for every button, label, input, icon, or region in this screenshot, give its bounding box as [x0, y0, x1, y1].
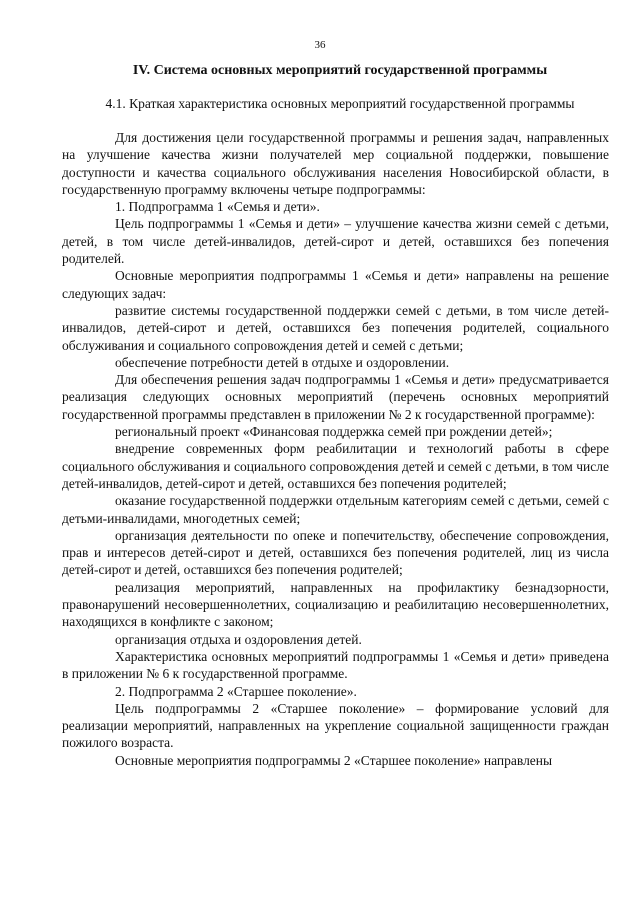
paragraph: Основные мероприятия подпрограммы 2 «Старшее поколение» направлены	[115, 752, 553, 768]
paragraph: реализация мероприятий, направленных на профилактику безнадзорности, правонарушений несовершеннолетних, социализацию и реабилитацию несовершеннолетних, находящихся в конфликте с законом;	[62, 579, 609, 630]
paragraph: региональный проект «Финансовая поддержка семей при рождении детей»;	[115, 424, 553, 440]
paragraph: Основные мероприятия подпрограммы 1 «Семья и дети» направлены на решение следующих задач:	[62, 268, 609, 301]
paragraph: организация деятельности по опеке и попечительству, обеспечение сопровождения, прав и интересов детей-сирот и детей, оставшихся без попечения родителей, лиц из числа детей-сирот и детей, оставшихся без попечения родителей;	[62, 527, 609, 578]
paragraph: Цель подпрограммы 1 «Семья и дети» – улучшение качества жизни семей с детьми, детей, в том числе детей-инвалидов, детей-сирот и детей, оставшихся без попечения родителей.	[62, 216, 609, 267]
paragraph: развитие системы государственной поддержки семей с детьми, в том числе детей-инвалидов, детей-сирот и детей, оставшихся без попечения родителей, социального обслуживания и социального сопровождения детей и семей с детьми;	[62, 302, 609, 353]
paragraph: организация отдыха и оздоровления детей.	[115, 631, 362, 647]
paragraph: 1. Подпрограмма 1 «Семья и дети».	[115, 199, 320, 215]
section-title: IV. Система основных мероприятий государственной программы	[132, 63, 548, 78]
paragraph: Цель подпрограммы 2 «Старшее поколение» – формирование условий для реализации мероприятий, направленных на укрепление социальной защищенности граждан пожилого возраста.	[62, 700, 609, 751]
body-text	[62, 129, 609, 769]
paragraph: оказание государственной поддержки отдельным категориям семей с детьми, семей с детьми-инвалидами, многодетных семей;	[62, 493, 609, 526]
page-number: 36	[314, 39, 326, 51]
paragraph: Характеристика основных мероприятий подпрограммы 1 «Семья и дети» приведена в приложении № 6 к государственной программе.	[62, 648, 609, 682]
paragraph: Для обеспечения решения задач подпрограммы 1 «Семья и дети» предусматривается реализация следующих основных мероприятий (перечень основных мероприятий государственной программы представлен в приложении № 2 к государственной программе):	[62, 372, 609, 422]
paragraph: Для достижения цели государственной программы и решения задач, направленных на улучшение качества жизни получателей мер социальной поддержки, повышение доступности и качества социального обслуживания населения Новосибирской области, в государственную программу включены четыре подпрограммы:	[62, 130, 609, 197]
subsection-title: 4.1. Краткая характеристика основных мероприятий государственной программы	[105, 96, 575, 111]
paragraph: обеспечение потребности детей в отдыхе и оздоровлении.	[115, 354, 450, 370]
paragraph: 2. Подпрограмма 2 «Старшее поколение».	[115, 683, 357, 699]
paragraph: внедрение современных форм реабилитации и технологий работы в сфере социального обслуживания и социального сопровождения детей и семей с детьми, в том числе детей-инвалидов, детей-сирот и детей, оставшихся без попечения родителей;	[62, 441, 609, 491]
